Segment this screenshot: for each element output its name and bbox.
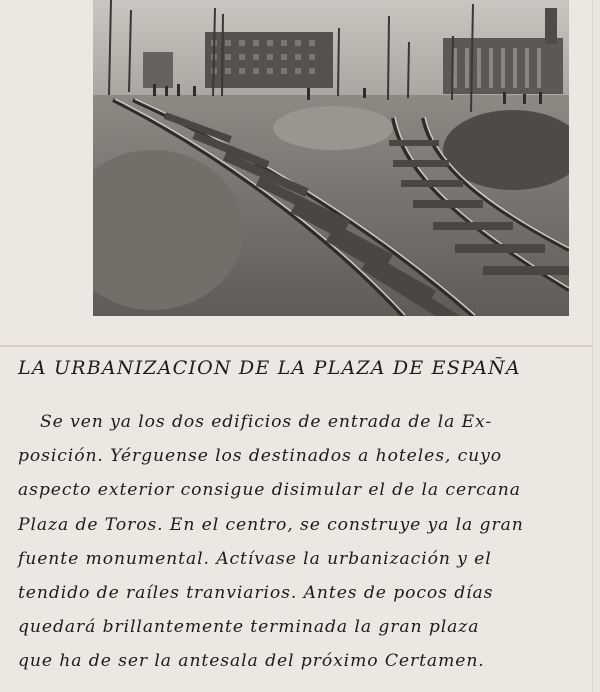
article-heading: LA URBANIZACION DE LA PLAZA DE ESPAÑA: [18, 357, 521, 379]
body-line: fuente monumental. Actívase la urbanización y el: [18, 548, 492, 569]
body-line: aspecto exterior consigue disimular el de la cercana: [18, 480, 521, 501]
body-line: que ha de ser la antesala del próximo Certamen.: [18, 651, 485, 672]
body-line: Plaza de Toros. En el centro, se construye ya la gran: [18, 514, 524, 535]
body-line: tendido de raíles tranviarios. Antes de pocos días: [18, 583, 494, 604]
article-body: [18, 405, 578, 679]
body-line: posición. Yérguense los destinados a hoteles, cuyo: [18, 446, 502, 467]
body-line: quedará brillantemente terminada la gran plaza: [18, 617, 480, 638]
body-line: Se ven ya los dos edificios de entrada de la Ex-: [40, 412, 493, 432]
fold-line: [0, 345, 592, 347]
construction-photo: [93, 0, 569, 316]
